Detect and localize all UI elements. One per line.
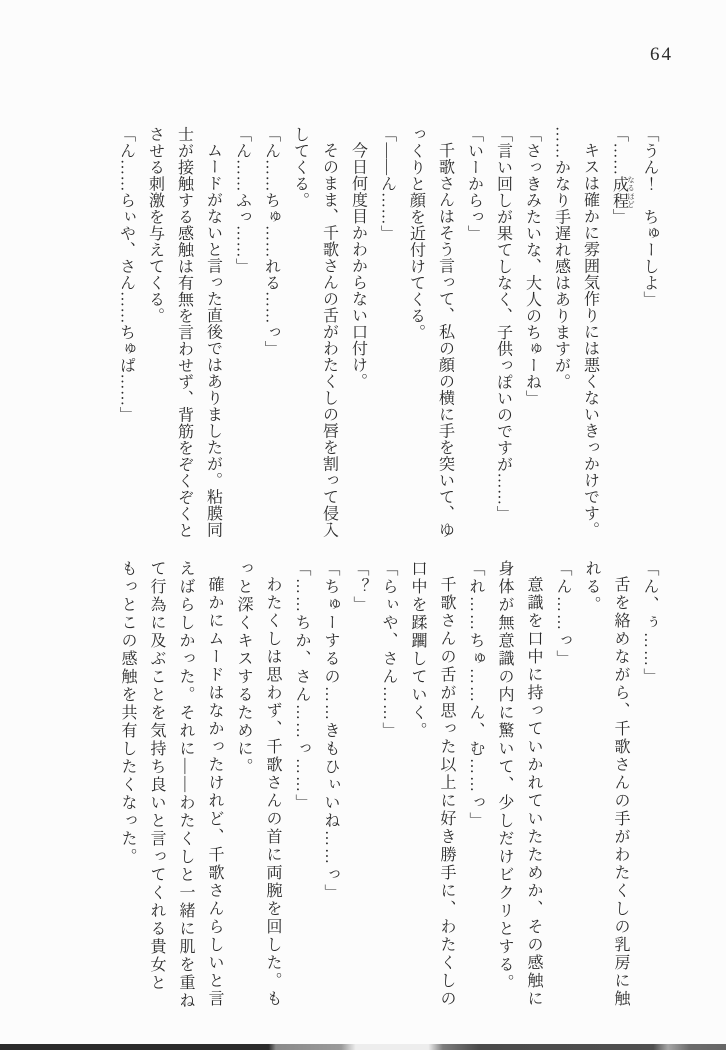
text-block-bottom [113,560,664,1038]
text-line: 「さっきみたいな、大人のちゅーね」 [523,126,541,407]
text-line: 「らぃや、さん……」 [380,560,397,740]
text-line: 身体が無意識の内に驚いて、少しだけビクリとする。 [496,560,513,992]
text-line: 「れ……ちゅ……ん、む……っ」 [467,560,484,830]
text-line: 「ん……らぃや、さん……ちゅぱ……」 [117,126,135,423]
text-line: 舌を絡めながら、千歌さんの手がわたくしの乳房に触 [612,576,629,1008]
text-line: て行為に及ぶことを気持ち良いと言ってくれる貴女と [148,560,165,992]
text-line: 今日何度目かわからない口付け。 [349,142,367,390]
text-line: させる刺激を与えてくる。 [146,126,164,324]
text-line: 「ん……っ」 [554,560,571,668]
text-line: 確かにムードはなかったけれど、千歌さんらしいと言 [206,576,223,1008]
page-number: 64 [650,44,673,65]
text-line: 「ん……ちゅ……れる……っ」 [262,126,280,357]
text-line: ……かなり手遅れ感はありますが。 [552,126,570,390]
text-line: 「――ん……」 [378,126,396,242]
text-line: 「ちゅーするの……きもひぃいね……っ」 [322,560,339,902]
text-line: 千歌さんはそう言って、私の顔の横に手を突いて、ゆ [436,142,454,538]
text-line: 千歌さんの舌が思った以上に好き勝手に、わたくしの [438,576,455,1008]
text-line: っくりと顔を近付けてくる。 [407,126,425,341]
text-line: 「言い回しが果てしなく、子供っぽいのですが……」 [494,126,512,522]
text-line: 士が接触する感触は有無を言わせず、背筋をぞくぞくと [175,126,193,539]
scan-edge-artifact [0,1044,726,1050]
text-line: 「……ちか、さん……っ……」 [293,560,310,812]
text-line: 「いーからっ」 [465,126,483,242]
text-line: っと深くキスするために。 [235,560,252,776]
text-line: 「ん……ふっ……」 [233,126,251,275]
text-line: そのまま、千歌さんの舌がわたくしの唇を割って侵入 [320,142,338,538]
text-line: 「ん、ぅ……」 [641,560,658,686]
text-line: 「うん！ ちゅーしよ」 [641,126,658,308]
text-line: 「？」 [351,560,368,614]
text-line: キスは確かに雰囲気作りには悪くないきっかけです。 [581,142,599,538]
text-line: えばらしかった。それに――わたくしと一緒に肌を重ね [177,560,194,1010]
text-line: れる。 [583,560,600,614]
text-block-top [112,126,665,546]
text-line: ムードがないと言った直後ではありましたが。粘膜同 [204,142,222,538]
text-line: してくる。 [291,126,309,209]
text-line: 意識を口中に持っていかれていたためか、その感触に [525,576,542,1008]
text-line: 口中を蹂躙していく。 [409,560,426,740]
text-line: わたくしは思わず、千歌さんの首に両腕を回した。も [264,576,281,1008]
text-line: 「……成程 なるほど」 [610,126,636,225]
text-line: もっとこの感触を共有したくなった。 [119,560,136,866]
